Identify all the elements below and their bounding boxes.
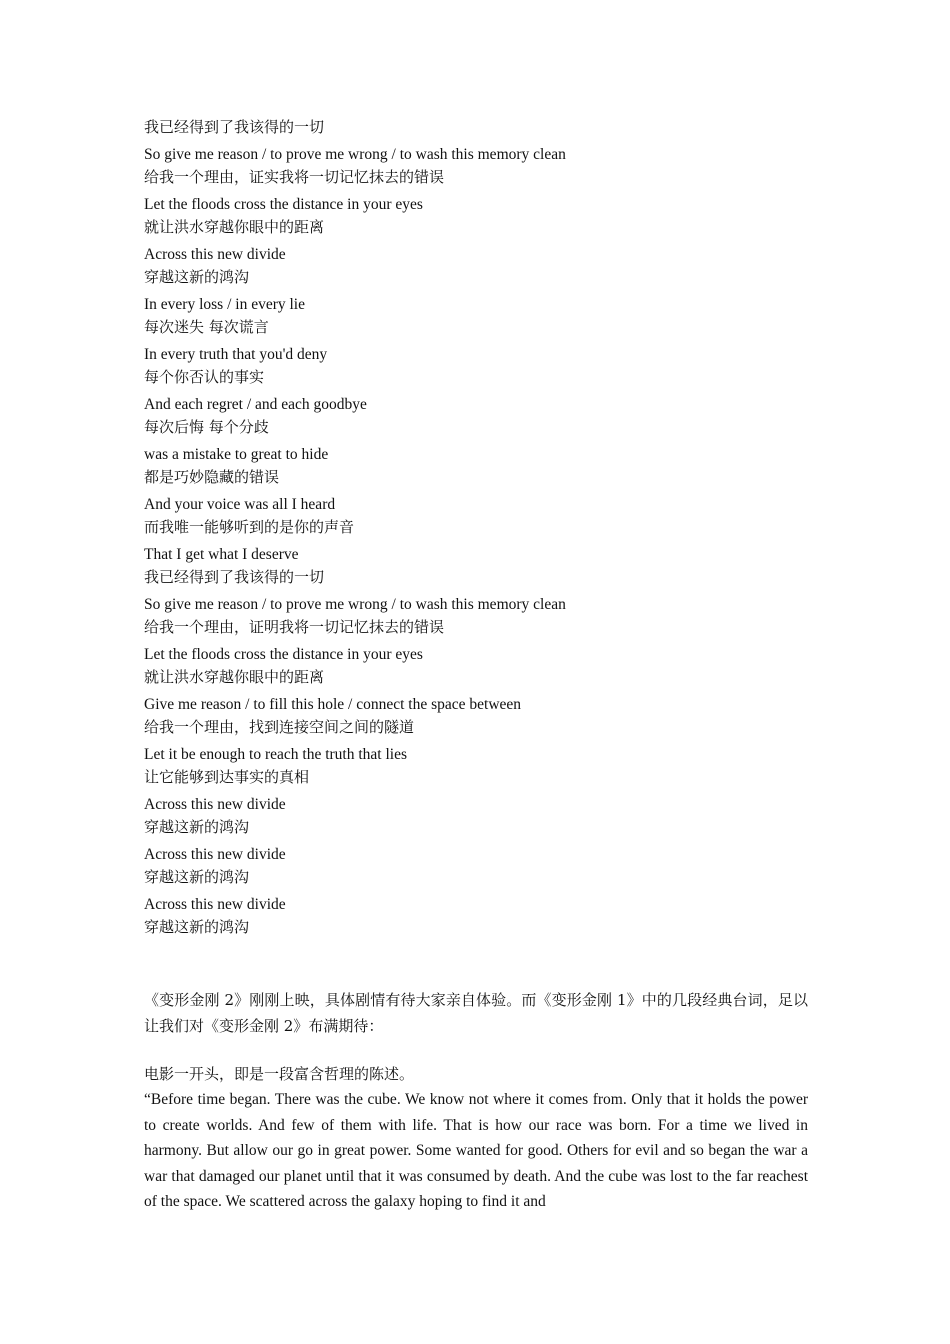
lyric-line-english: In every loss / in every lie [144,296,305,313]
lyric-line-chinese: 每次后悔 每个分歧 [144,418,269,436]
lyric-pair [144,793,824,843]
lyric-pair [144,343,824,393]
lyric-line-chinese: 穿越这新的鸿沟 [144,868,250,886]
lyric-pair [144,393,824,443]
lyric-pair [144,693,824,743]
lyric-line-english: Let the floods cross the distance in your eyes [144,196,423,213]
lyric-line-english: Across this new divide [144,896,286,913]
lyric-line-chinese: 都是巧妙隐藏的错误 [144,468,280,486]
lyric-line-chinese: 给我一个理由，证实我将一切记忆抹去的错误 [144,168,445,186]
lyric-line-chinese: 就让洪水穿越你眼中的距离 [144,218,325,236]
lyric-line-english: was a mistake to great to hide [144,446,329,463]
lyric-line-chinese: 每次迷失 每次谎言 [144,318,269,336]
lyric-pair [144,893,824,943]
lyric-line-chinese: 就让洪水穿越你眼中的距离 [144,668,325,686]
lyric-line-english: Across this new divide [144,796,286,813]
movie-intro-section [144,987,808,1215]
lyric-line-english: That I get what I deserve [144,546,299,563]
opening-quote: “Before time began. There was the cube. We know not where it comes from. Only that it holds the power to create worlds. And few of them with life. That is how our race was born. For a time we lived in harmony. But allow our go in great power. Some wanted for good. Others for evil and so began the war a war that damaged our planet until that it was consumed by death. And the cube was lost to the far reachest of the space. We scattered across the galaxy hoping to find it and [144,1091,808,1210]
lyric-line-chinese: 穿越这新的鸿沟 [144,918,250,936]
lyric-pair [144,143,824,193]
lyric-line-chinese: 给我一个理由，找到连接空间之间的隧道 [144,718,415,736]
lyric-line-english: And your voice was all I heard [144,496,336,513]
lyric-line-chinese: 穿越这新的鸿沟 [144,818,250,836]
lyric-pair [144,743,824,793]
lyric-line-english: So give me reason / to prove me wrong / to wash this memory clean [144,596,566,613]
lyric-line-english: Let the floods cross the distance in your eyes [144,646,423,663]
lyric-pair [144,293,824,343]
lyric-pair [144,443,824,493]
lyric-line-chinese: 让它能够到达事实的真相 [144,768,310,786]
lyric-pair [144,193,824,243]
lyric-line-chinese: 每个你否认的事实 [144,368,265,386]
paragraph-gap [144,1039,808,1061]
lyric-line-chinese: 给我一个理由，证明我将一切记忆抹去的错误 [144,618,445,636]
movie-opening-line: 电影一开头，即是一段富含哲理的陈述。 [144,1065,415,1083]
lyric-line-english: Across this new divide [144,846,286,863]
lyric-line-english: Let it be enough to reach the truth that lies [144,746,407,763]
lyric-line-chinese: 我已经得到了我该得的一切 [144,118,325,136]
lyric-pair [144,543,824,593]
lyric-line-english: Give me reason / to fill this hole / connect the space between [144,696,522,713]
lyric-line-chinese: 穿越这新的鸿沟 [144,268,250,286]
lyric-pair [144,116,824,143]
lyric-line-chinese: 而我唯一能够听到的是你的声音 [144,518,355,536]
lyric-line-english: So give me reason / to prove me wrong / to wash this memory clean [144,146,566,163]
lyric-line-english: Across this new divide [144,246,286,263]
lyric-pair [144,843,824,893]
lyric-pair [144,493,824,543]
lyric-pair [144,593,824,643]
lyric-line-english: In every truth that you'd deny [144,346,328,363]
lyrics-block [144,116,824,943]
lyric-pair [144,643,824,693]
lyric-line-english: And each regret / and each goodbye [144,396,367,413]
lyric-line-chinese: 我已经得到了我该得的一切 [144,568,325,586]
intro-paragraph: 《变形金刚 2》刚刚上映，具体剧情有待大家亲自体验。而《变形金刚 1》中的几段经典台词，足以让我们对《变形金刚 2》布满期待： [144,991,808,1035]
lyric-pair [144,243,824,293]
